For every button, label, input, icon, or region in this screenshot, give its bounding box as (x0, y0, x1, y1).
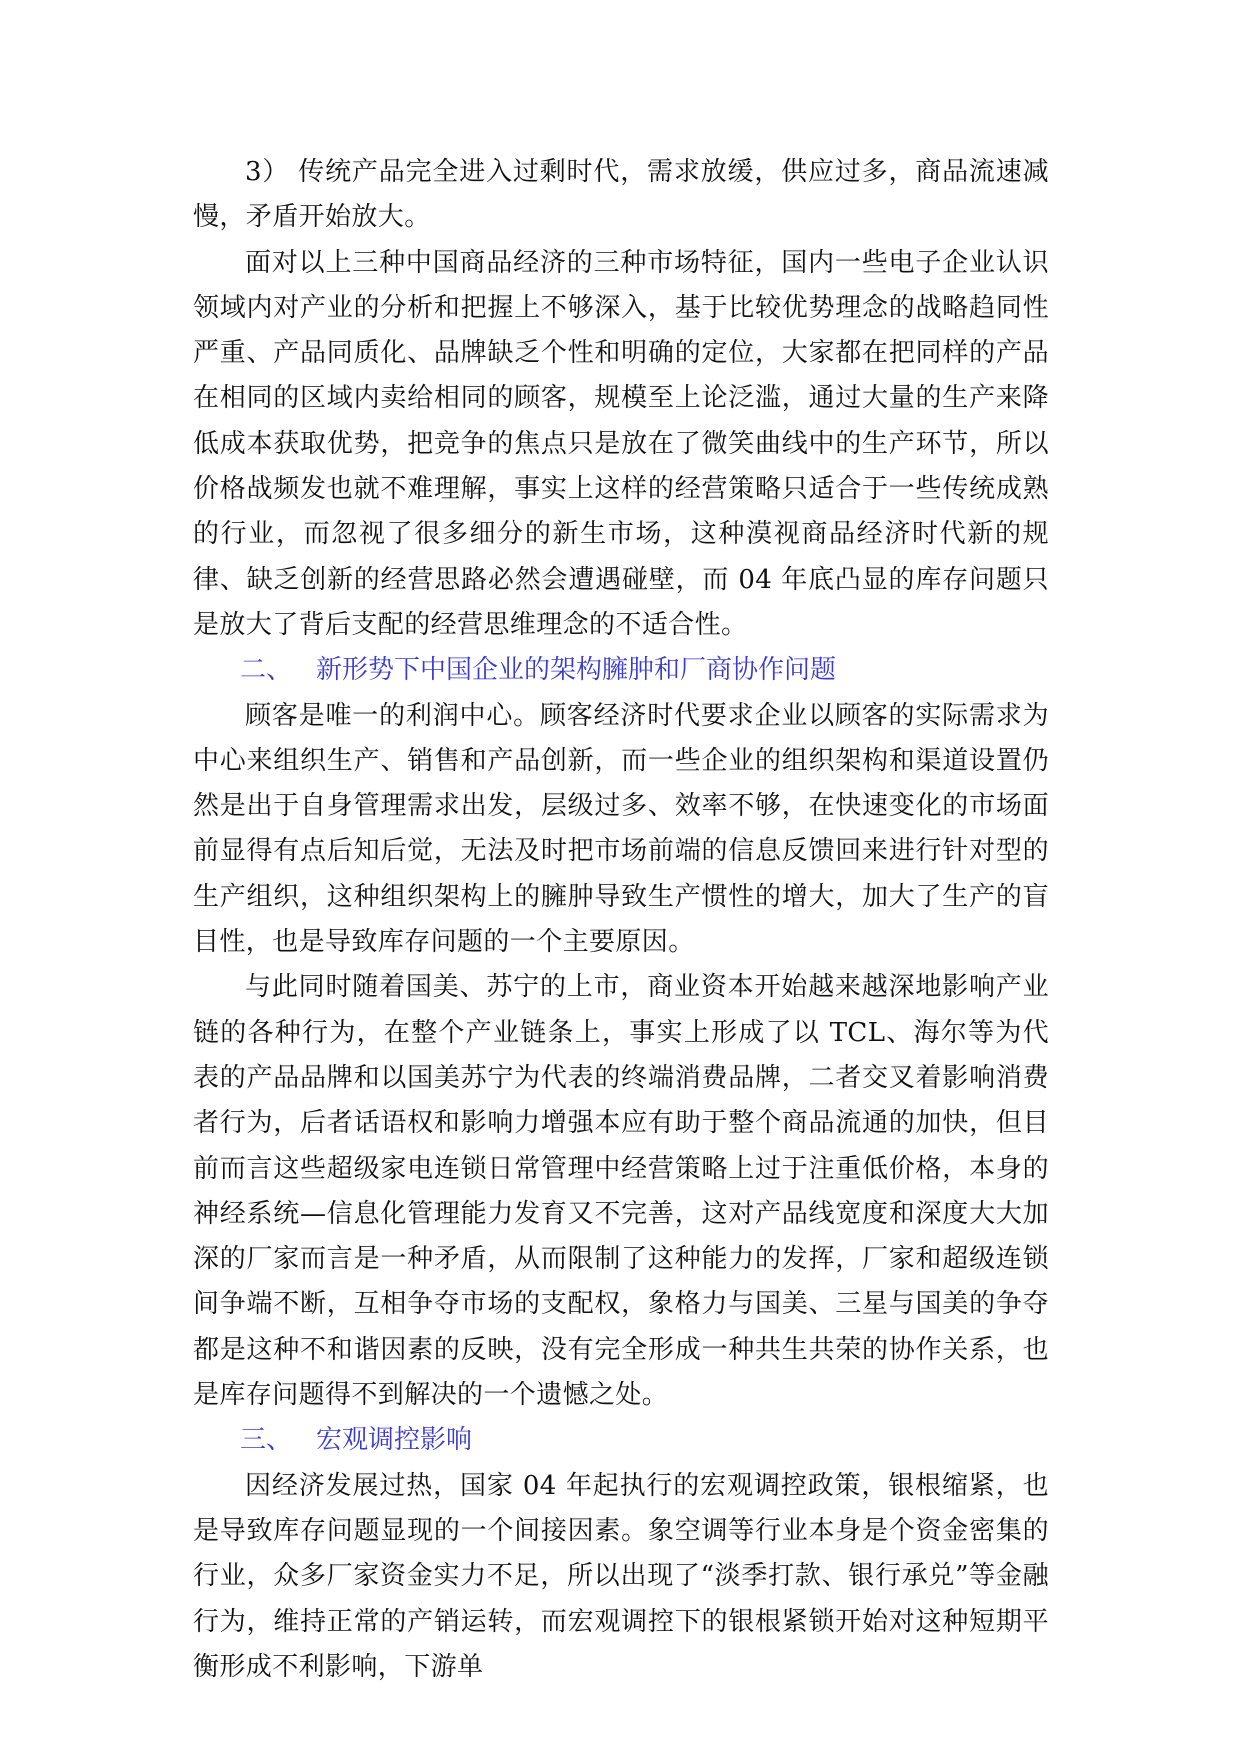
paragraph-market-analysis: 面对以上三种中国商品经济的三种市场特征，国内一些电子企业认识领域内对产业的分析和把握上不够深入，基于比较优势理念的战略趋同性严重、产品同质化、品牌缺乏个性和明确的定位，大家都在把同样的产品在相同的区域内卖给相同的顾客，规模至上论泛滥，通过大量的生产来降低成本获取优势，把竞争的焦点只是放在了微笑曲线中的生产环节，所以价格战频发也就不难理解，事实上这样的经营策略只适合于一些传统成熟的行业，而忽视了很多细分的新生市场，这种漠视商品经济时代新的规律、缺乏创新的经营思路必然会遭遇碰壁，而 04 年底凸显的库存问题只是放大了背后支配的经营思维理念的不适合性。 (193, 247, 1049, 640)
section-title: 宏观调控影响 (316, 1425, 473, 1456)
section-number: 三、 (240, 1425, 293, 1456)
section-heading-2 (193, 648, 1049, 693)
paragraph-macro-control: 因经济发展过热，国家 04 年起执行的宏观调控政策，银根缩紧，也是导致库存问题显现的一个间接因素。象空调等行业本身是个资金密集的行业，众多厂家资金实力不足，所以出现了“淡季打款、银行承兑”等金融行为，维持正常的产销运转，而宏观调控下的银根紧锁开始对这种短期平衡形成不利影响，下游单 (193, 1470, 1049, 1682)
section-number: 二、 (240, 655, 293, 686)
section-title: 新形势下中国企业的架构臃肿和厂商协作问题 (316, 655, 837, 686)
document-page (193, 150, 1049, 1690)
section-heading-3 (193, 1418, 1049, 1463)
paragraph-retail-chains: 与此同时随着国美、苏宁的上市，商业资本开始越来越深地影响产业链的各种行为，在整个产业链条上，事实上形成了以 TCL、海尔等为代表的产品品牌和以国美苏宁为代表的终端消费品牌，二者交叉着影响消费者行为，后者话语权和影响力增强本应有助于整个商品流通的加快，但目前而言这些超级家电连锁日常管理中经营策略上过于注重低价格，本身的神经系统—信息化管理能力发育又不完善，这对产品线宽度和深度大大加深的厂家而言是一种矛盾，从而限制了这种能力的发挥，厂家和超级连锁间争端不断，互相争夺市场的支配权，象格力与国美、三星与国美的争夺都是这种不和谐因素的反映，没有完全形成一种共生共荣的协作关系，也是库存问题得不到解决的一个遗憾之处。 (193, 972, 1049, 1411)
paragraph-customer-center: 顾客是唯一的利润中心。顾客经济时代要求企业以顾客的实际需求为中心来组织生产、销售和产品创新，而一些企业的组织架构和渠道设置仍然是出于自身管理需求出发，层级过多、效率不够，在快速变化的市场面前显得有点后知后觉，无法及时把市场前端的信息反馈回来进行针对型的生产组织，这种组织架构上的臃肿导致生产惯性的增大，加大了生产的盲目性，也是导致库存问题的一个主要原因。 (193, 700, 1049, 958)
paragraph-point-3: 3） 传统产品完全进入过剩时代，需求放缓，供应过多，商品流速减慢，矛盾开始放大。 (193, 157, 1049, 233)
